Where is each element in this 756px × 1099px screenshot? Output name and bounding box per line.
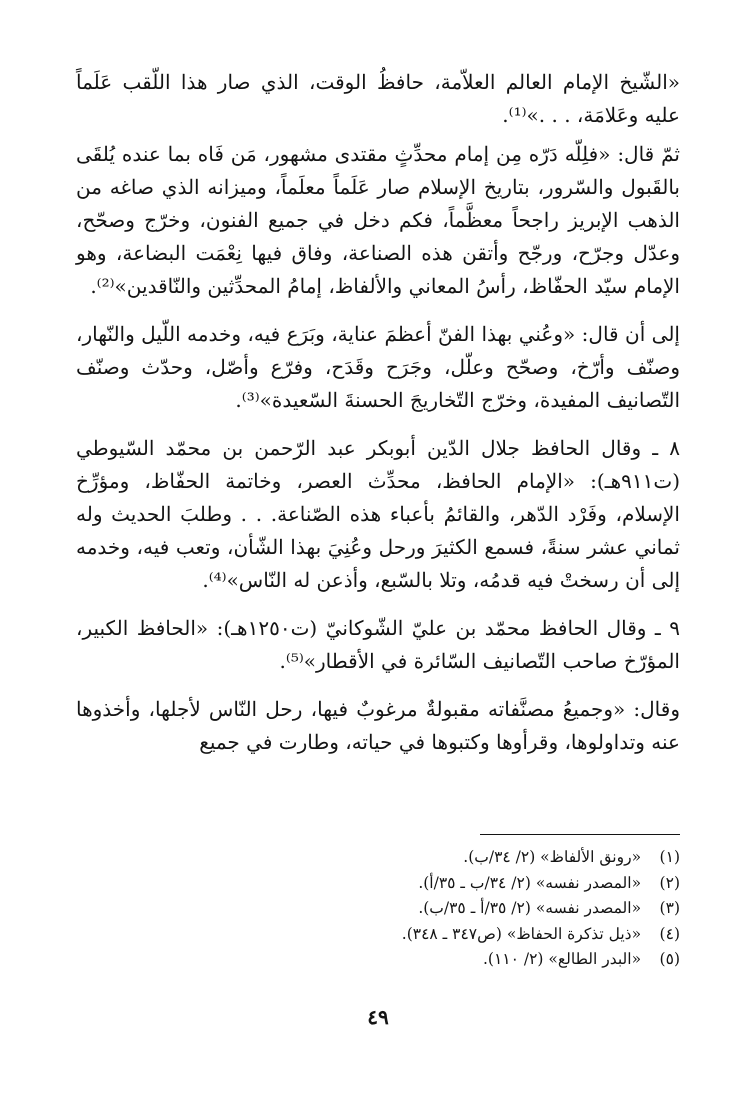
paragraph-3: إلى أن قال: «وعُني بهذا الفنّ أعظمَ عناية، وبَرَع فيه، وخدمه اللّيل والنّهار، وصنّف وأرّخ، وصحّح وعلّل، وجَرَح وقَدَح، وفرّع وأصّل، وحدّث وصنّف التّصانيف المفيدة، وخرّج التّخاريجَ الحسنةَ السّعيدة»⁽³⁾. <box>76 322 680 412</box>
footnote-text: «رونق الألفاظ» (٢/ ٣٤/ب). <box>463 848 642 866</box>
footnote <box>76 947 680 973</box>
footnote-number: (٤) <box>659 924 680 943</box>
paragraph-4: ٨ ـ وقال الحافظ جلال الدّين أبوبكر عبد الرّحمن بن محمّد السّيوطي (ت٩١١هـ): «الإمام الحافظ، محدِّث العصر، وخاتمة الحفّاظ، ومؤرِّخ الإسلام، وفَرْد الدّهر، والقائمُ بأعباء هذه الصّناعة. . . وطلبَ الحديث وله ثماني عشر سنةً، فسمع الكثيرَ ورحل وعُنِيَ بهذا الشّأن، وتعب فيه، وخدمه إلى أن رسختْ فيه قدمُه، وتلا بالسّبع، وأذعن له النّاس»⁽⁴⁾. <box>76 436 680 592</box>
footnote <box>76 896 680 922</box>
footnote-text: «المصدر نفسه» (٢/ ٣٤/ب ـ ٣٥/أ). <box>418 873 642 892</box>
paragraph-1: «الشّيخ الإمام العالم العلاّمة، حافظُ الوقت، الذي صار هذا اللّقب عَلَماً عليه وعَلامَة، . . .»⁽¹⁾. <box>76 70 680 127</box>
footnote-number: (٥) <box>659 950 680 968</box>
footnote-divider <box>480 834 680 835</box>
footnote-text: «ذيل تذكرة الحفاظ» (ص٣٤٧ ـ ٣٤٨). <box>401 924 642 943</box>
main-text <box>76 66 680 759</box>
footnote-number: (١) <box>659 848 680 866</box>
footnote-number: (٣) <box>659 899 680 917</box>
footnote-text: «البدر الطالع» (٢/ ١١٠). <box>482 950 642 968</box>
footnotes-list <box>76 845 680 973</box>
paragraph-5: ٩ ـ وقال الحافظ محمّد بن عليّ الشّوكانيّ (ت١٢٥٠هـ): «الحافظ الكبير، المؤرّخ صاحب التّصانيف السّائرة في الأقطار»⁽⁵⁾. <box>76 616 680 673</box>
footnote <box>76 845 680 871</box>
footnote-number: (٢) <box>659 873 680 892</box>
paragraph-6: وقال: «وجميعُ مصنَّفاته مقبولةٌ مرغوبٌ فيها، رحل النّاس لأجلها، وأخذوها عنه وتداولوها، وقرأوها وكتبوها في حياته، وطارت في جميع <box>76 697 680 754</box>
footnote <box>76 922 680 948</box>
footnote-text: «المصدر نفسه» (٢/ ٣٥/أ ـ ٣٥/ب). <box>418 899 642 917</box>
footnote <box>76 871 680 897</box>
paragraph-2: ثمّ قال: «فلِلّه دَرّه مِن إمام محدِّثٍ مقتدى مشهور، مَن فَاه بما عنده يُلقَى بالقَبول والسّرور، بتاريخ الإسلام صار عَلَماً معلَماً، وميزانه الذي صاغه من الذهب الإبريز راجحاً معظَّماً، فكم دخل في جميع الفنون، وخرّج وصحّح، وعدّل وجرّح، ورجّح وأتقن هذه الصناعة، وفاق فيها نِعْمَت البضاعة، وهو الإمام سيّد الحفّاظ، رأسُ المعاني والألفاظ، إمامُ المحدِّثين والنّاقدين»⁽²⁾. <box>76 142 680 298</box>
page-number: ٤٩ <box>367 1005 389 1029</box>
